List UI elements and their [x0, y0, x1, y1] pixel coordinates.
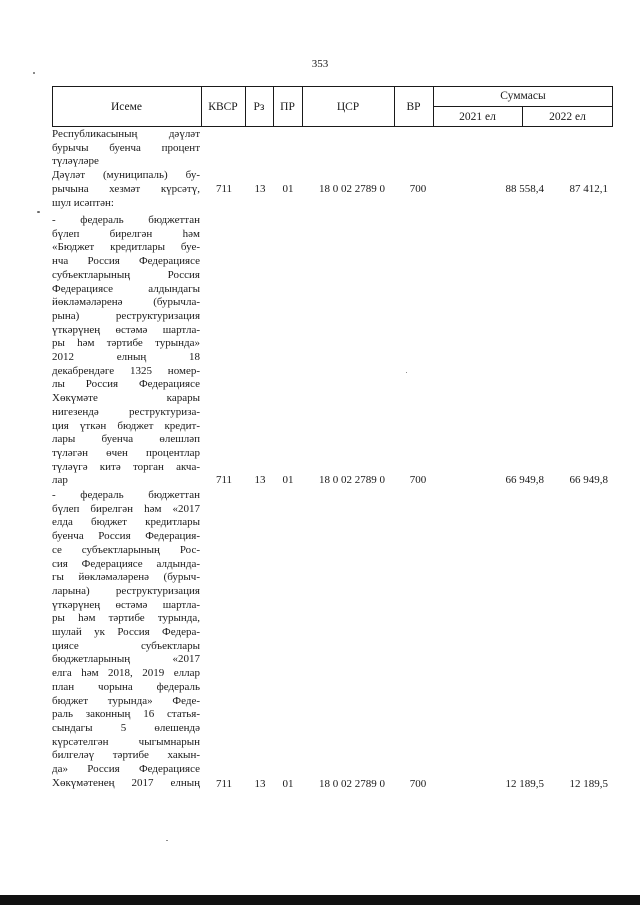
page-number: 353	[311, 58, 329, 70]
text-line: буенча Россия Федерация-	[52, 530, 200, 543]
header-vr: ВР	[406, 100, 421, 113]
scan-bottom-edge	[0, 895, 640, 905]
cell-sum-2022: 12 189,5	[569, 778, 608, 790]
cell-rz: 13	[254, 183, 266, 195]
cell-kvsr: 711	[215, 778, 233, 790]
cell-kvsr: 711	[215, 474, 233, 486]
scan-speck	[166, 840, 168, 841]
cell-pr: 01	[282, 183, 294, 195]
text-line: план чорына федераль	[52, 680, 200, 693]
cell-csr: 18 0 02 2789 0	[319, 778, 385, 790]
cell-vr: 700	[409, 474, 427, 486]
text-line: елга һәм 2018, 2019 еллар	[52, 667, 200, 680]
scan-speck	[37, 211, 40, 213]
cell-sum-2022: 87 412,1	[569, 183, 608, 195]
text-line: бюджетларының «2017	[52, 653, 200, 666]
text-line: гы йөкләмәләренә (бурыч-	[52, 571, 200, 584]
text-block	[52, 489, 200, 790]
text-line: декабрендәге 1325 номер-	[52, 364, 200, 377]
table-row	[0, 474, 640, 488]
header-rz: Рз	[253, 100, 265, 113]
cell-vr: 700	[409, 183, 427, 195]
text-line: үткәрүнең өстәмә шартла-	[52, 598, 200, 611]
cell-sum-2022: 66 949,8	[569, 474, 608, 486]
text-line: циясе субъектлары	[52, 639, 200, 652]
text-line: билгеләү тәртибе хакын-	[52, 749, 200, 762]
text-line: сындагы 5 өлешендә	[52, 721, 200, 734]
text-line: йөкләмәләренә (бурычла-	[52, 296, 200, 309]
text-line: түләгән өчен процентлар	[52, 446, 200, 459]
text-line: сия Федерациясе алдында-	[52, 557, 200, 570]
header-pr: ПР	[280, 100, 295, 113]
header-csr: ЦСР	[336, 100, 360, 113]
scan-speck	[406, 372, 407, 373]
table-row	[0, 778, 640, 792]
text-line: да» Россия Федерациясе	[52, 763, 200, 776]
text-line: рычына хезмәт күрсәтү,	[52, 182, 200, 195]
text-line: Федерациясе алдындагы	[52, 282, 200, 295]
text-block	[52, 214, 200, 488]
cell-pr: 01	[282, 778, 294, 790]
text-line: ры һәм тәртибе турында»	[52, 337, 200, 350]
text-line: бүлеп бирелгән һәм	[52, 227, 200, 240]
cell-vr: 700	[409, 778, 427, 790]
text-line: ры һәм тәртибе турында,	[52, 612, 200, 625]
cell-sum-2021: 66 949,8	[505, 474, 544, 486]
text-line: «Бюджет кредитлары буе-	[52, 241, 200, 254]
text-line: күрсәтелгән чыгымнарын	[52, 735, 200, 748]
cell-sum-2021: 88 558,4	[505, 183, 544, 195]
text-line: лар	[52, 474, 68, 487]
cell-sum-2021: 12 189,5	[505, 778, 544, 790]
text-line: Хөкүмәтенең 2017 елның	[52, 776, 200, 789]
cell-rz: 13	[254, 474, 266, 486]
cell-pr: 01	[282, 474, 294, 486]
text-line: - федераль бюджеттан	[52, 214, 200, 226]
text-line: Дәүләт (муниципаль) бу-	[52, 169, 200, 182]
text-block	[52, 128, 200, 210]
cell-csr: 18 0 02 2789 0	[319, 474, 385, 486]
text-line: шул исәптән:	[52, 196, 114, 209]
table-header	[52, 86, 613, 127]
scan-speck	[33, 72, 35, 74]
text-line: Хөкүмәте карары	[52, 392, 200, 405]
header-name: Исеме	[110, 100, 143, 113]
text-line: лы Россия Федерациясе	[52, 378, 200, 391]
text-line: се субъектларының Рос-	[52, 543, 200, 556]
text-line: рына) реструктуризация	[52, 309, 200, 322]
text-line: лары буенча өлешләп	[52, 433, 200, 446]
text-line: нигезендә реструктуриза-	[52, 405, 200, 418]
text-line: нча Россия Федерациясе	[52, 255, 200, 268]
header-year-2021: 2021 ел	[459, 110, 496, 123]
text-line: үткәрүнең өстәмә шартла-	[52, 323, 200, 336]
text-line: түләүләре	[52, 155, 99, 168]
text-line: елда бюджет кредитлары	[52, 516, 200, 529]
table-row	[0, 183, 640, 197]
text-line: бүлеп бирелгән һәм «2017	[52, 502, 200, 515]
text-line: бюджет турында» Феде-	[52, 694, 200, 707]
text-line: раль законның 16 статья-	[52, 708, 200, 721]
text-line: субъектларының Россия	[52, 268, 200, 281]
cell-csr: 18 0 02 2789 0	[319, 183, 385, 195]
cell-kvsr: 711	[215, 183, 233, 195]
text-line: Республикасының дәүләт	[52, 128, 200, 140]
text-line: - федераль бюджеттан	[52, 489, 200, 501]
header-kvsr: КВСР	[208, 100, 238, 113]
text-line: шулай ук Россия Федера-	[52, 626, 200, 639]
text-line: түләүгә китә торган акча-	[52, 460, 200, 473]
cell-rz: 13	[254, 778, 266, 790]
text-line: ларына) реструктуризация	[52, 584, 200, 597]
text-line: 2012 елның 18	[52, 351, 200, 364]
text-line: ция үткән бюджет кредит-	[52, 419, 200, 432]
header-year-2022: 2022 ел	[549, 110, 586, 123]
header-sums: Суммасы	[500, 90, 546, 102]
text-line: бурычы буенча процент	[52, 141, 200, 154]
